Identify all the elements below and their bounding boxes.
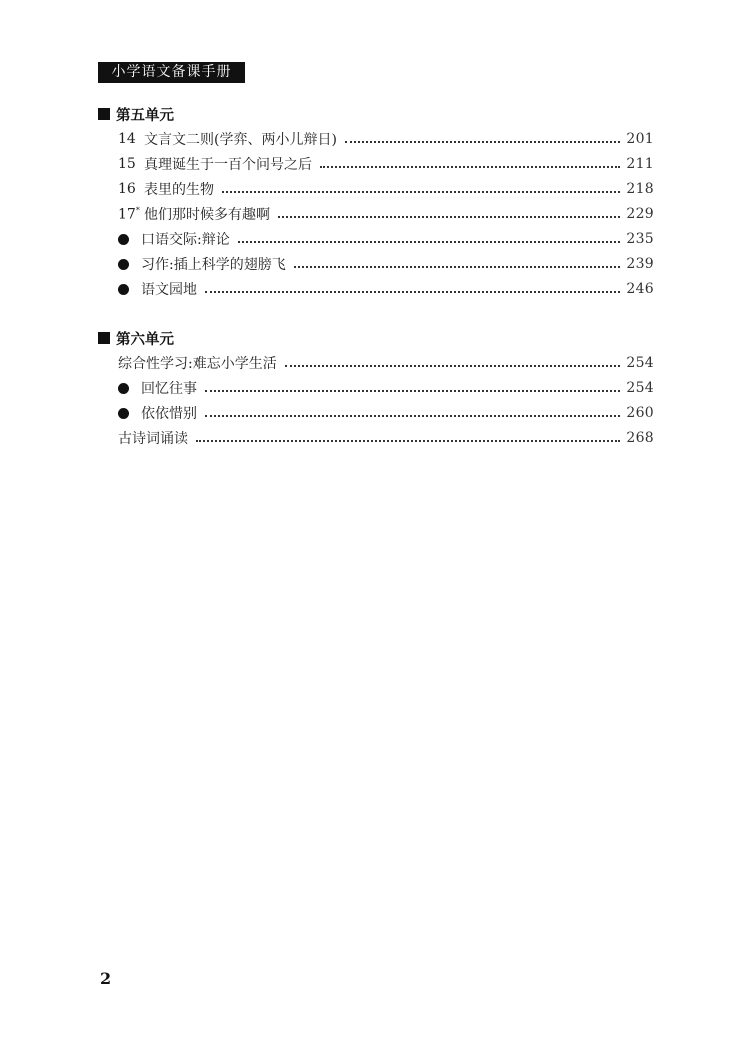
toc-entry-title: 语文园地 (141, 282, 197, 298)
toc-entry[interactable] (98, 204, 654, 224)
toc-entry-title: 古诗词诵读 (118, 431, 188, 447)
toc-entry-title: 习作:插上科学的翅膀飞 (141, 257, 286, 273)
unit-six-heading (98, 328, 654, 348)
lesson-number: 14 (118, 131, 136, 147)
toc-page-number: 254 (626, 355, 654, 371)
dot-leader (205, 291, 620, 293)
toc-entry[interactable] (98, 428, 654, 448)
dot-leader (285, 365, 621, 367)
toc-page-number: 246 (626, 281, 654, 297)
toc-entry-title: 表里的生物 (144, 182, 214, 198)
toc-entry-title: 口语交际:辩论 (141, 232, 230, 248)
toc-page-number: 201 (626, 131, 654, 147)
square-bullet-icon (98, 108, 110, 120)
dot-leader (294, 266, 621, 268)
dot-leader (205, 390, 620, 392)
toc-entry[interactable] (98, 229, 654, 249)
toc-page-number: 229 (626, 206, 654, 222)
dot-leader (238, 241, 621, 243)
dot-leader (345, 141, 620, 143)
optional-lesson-star: * (135, 205, 140, 215)
dot-leader (320, 166, 620, 168)
unit-five-heading (98, 104, 654, 124)
toc-entry[interactable] (98, 154, 654, 174)
unit-six-section (98, 328, 654, 447)
toc-entry-title: 综合性学习:难忘小学生活 (118, 356, 277, 372)
square-bullet-icon (98, 332, 110, 344)
lesson-number: 16 (118, 181, 136, 197)
toc-page-number: 239 (626, 256, 654, 272)
dot-leader (278, 216, 620, 218)
toc-entry[interactable] (98, 179, 654, 199)
toc-entry-title: 文言文二则(学弈、两小儿辩日) (144, 132, 337, 148)
page-folio-number: 2 (100, 969, 112, 988)
toc-entry[interactable] (98, 129, 654, 149)
toc-entry-title: 依依惜别 (141, 406, 197, 422)
unit-heading-label: 第五单元 (116, 107, 174, 124)
toc-page-number: 268 (626, 430, 654, 446)
toc-entry-title: 真理诞生于一百个问号之后 (144, 157, 312, 173)
book-title-tag: 小学语文备课手册 (98, 62, 245, 83)
toc-entry[interactable] (98, 279, 654, 299)
toc-entry-title: 他们那时候多有趣啊 (144, 207, 270, 223)
toc-entry-title: 回忆往事 (141, 381, 197, 397)
round-bullet-icon (118, 408, 129, 419)
round-bullet-icon (118, 259, 129, 270)
toc-page-number: 218 (626, 181, 654, 197)
lesson-number: 17* (118, 205, 140, 223)
toc-entry[interactable] (98, 353, 654, 373)
toc-page-number: 254 (626, 380, 654, 396)
round-bullet-icon (118, 383, 129, 394)
dot-leader (196, 440, 620, 442)
dot-leader (222, 191, 620, 193)
round-bullet-icon (118, 234, 129, 245)
toc-page-number: 211 (626, 156, 654, 172)
dot-leader (205, 415, 620, 417)
toc-entry[interactable] (98, 254, 654, 274)
lesson-number: 15 (118, 156, 136, 172)
toc-page-number: 260 (626, 405, 654, 421)
unit-heading-label: 第六单元 (116, 331, 174, 348)
toc-entry[interactable] (98, 403, 654, 423)
toc-page-number: 235 (626, 231, 654, 247)
round-bullet-icon (118, 284, 129, 295)
toc-entry[interactable] (98, 378, 654, 398)
unit-five-section (98, 104, 654, 298)
